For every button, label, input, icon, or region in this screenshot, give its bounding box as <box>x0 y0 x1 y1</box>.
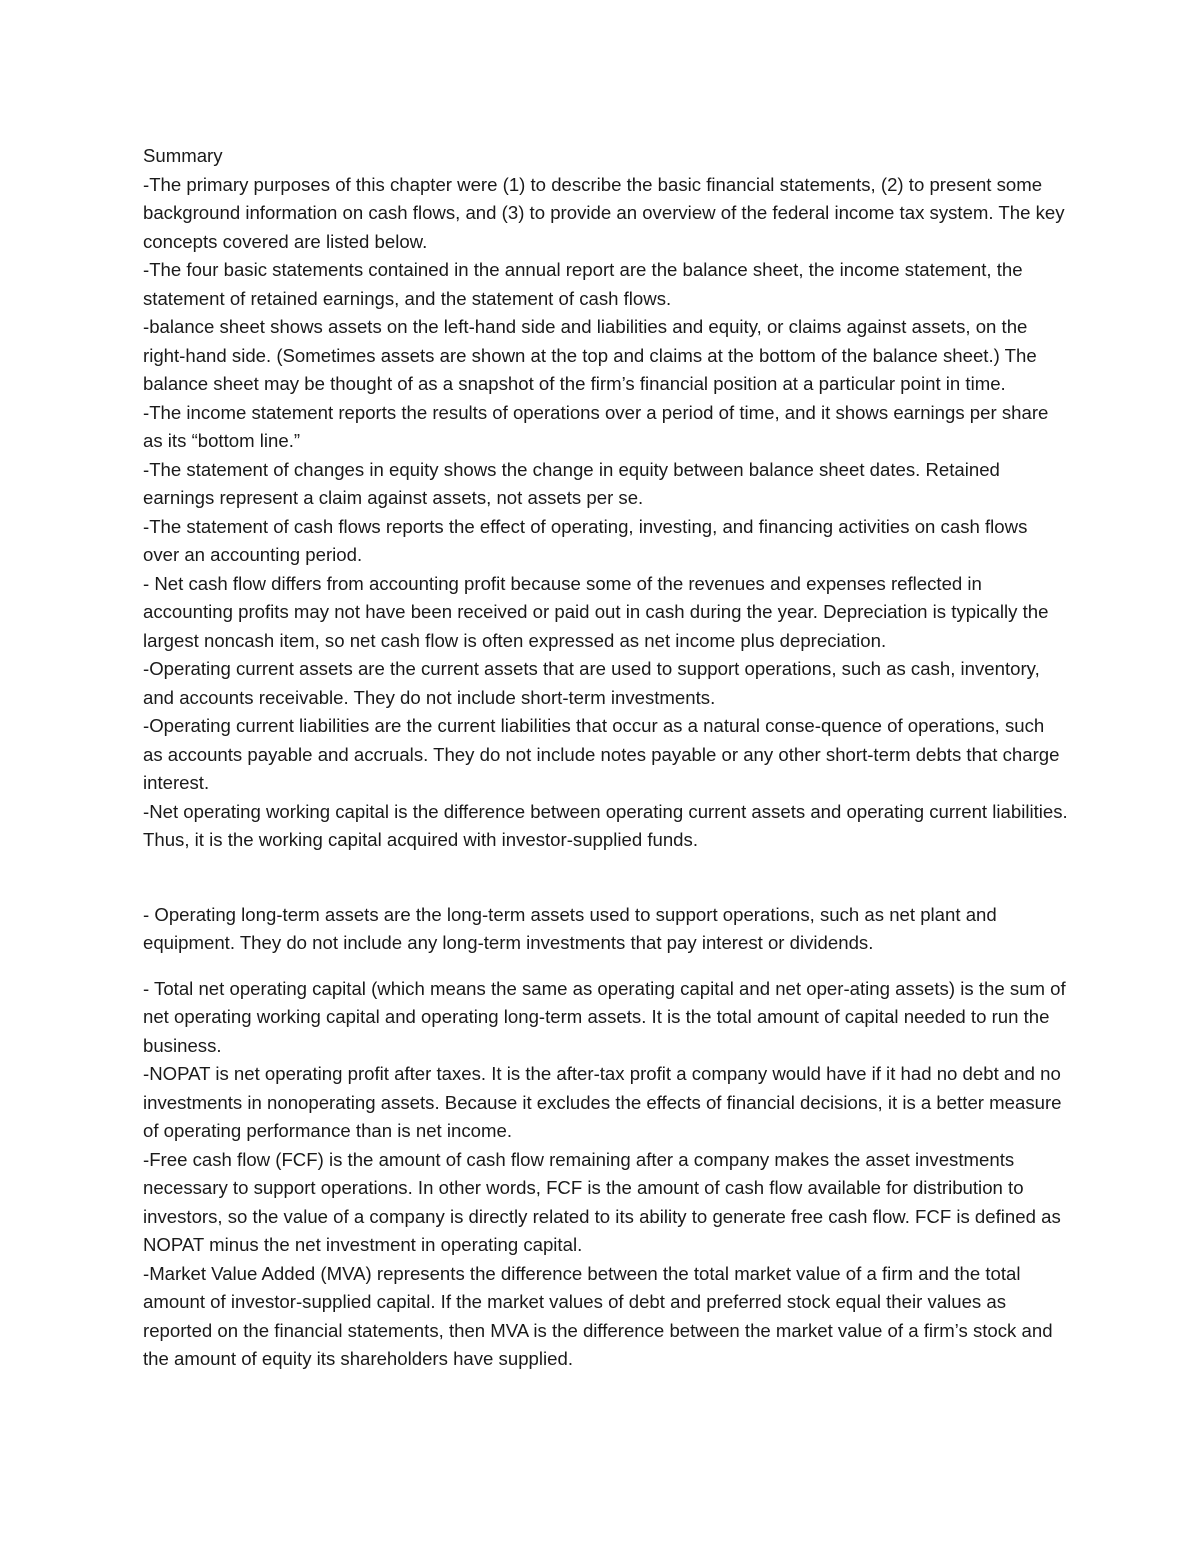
paragraph-market-value-added: -Market Value Added (MVA) represents the difference between the total market value of a firm and the total amount of investor-supplied capital. If the market values of debt and preferred stock equal their values as reported on the financial statements, then MVA is the difference between the market value of a firm’s stock and the amount of equity its shareholders have supplied. <box>143 1262 1053 1369</box>
paragraph-chapter-purpose: -The primary purposes of this chapter were (1) to describe the basic financial statements, (2) to present some background information on cash flows, and (3) to provide an overview of the federal income tax system. The key concepts covered are listed below. <box>143 173 1065 252</box>
paragraph-spacer <box>143 855 1068 901</box>
paragraph-income-statement: -The income statement reports the results of operations over a period of time, and it shows earnings per share as its “bottom line.” <box>143 401 1049 451</box>
paragraph-total-net-operating-capital: - Total net operating capital (which means the same as operating capital and net oper-ating assets) is the sum of net operating working capital and operating long-term assets. It is the total amount of capital needed to run the business. <box>143 977 1066 1056</box>
paragraph-spacer <box>143 958 1068 975</box>
paragraph-changes-in-equity: -The statement of changes in equity shows the change in equity between balance sheet dates. Retained earnings represent a claim against assets, not assets per se. <box>143 458 1000 508</box>
summary-heading: Summary <box>143 145 223 166</box>
paragraph-operating-long-term-assets: - Operating long-term assets are the long-term assets used to support operations, such as net plant and equipment. They do not include any long-term investments that pay interest or dividends. <box>143 903 997 953</box>
paragraph-nopat: -NOPAT is net operating profit after taxes. It is the after-tax profit a company would have if it had no debt and no investments in nonoperating assets. Because it excludes the effects of financial decisions, it is a better measure of operating performance than is net income. <box>143 1063 1062 1141</box>
paragraph-four-statements: -The four basic statements contained in the annual report are the balance sheet, the income statement, the statement of retained earnings, and the statement of cash flows. <box>143 259 1023 309</box>
paragraph-free-cash-flow: -Free cash flow (FCF) is the amount of cash flow remaining after a company makes the asset investments necessary to support operations. In other words, FCF is the amount of cash flow available for distribution to investors, so the value of a company is directly related to its ability to generate free cash flow. FCF is defined as NOPAT minus the net investment in operating capital. <box>143 1148 1061 1255</box>
paragraph-cash-flows-statement: -The statement of cash flows reports the effect of operating, investing, and financing activities on cash flows over an accounting period. <box>143 515 1028 565</box>
paragraph-operating-current-assets: -Operating current assets are the current assets that are used to support operations, such as cash, inventory, and accounts receivable. They do not include short-term investments. <box>143 658 1040 708</box>
document-body <box>143 142 1068 1374</box>
paragraph-operating-current-liabilities: -Operating current liabilities are the current liabilities that occur as a natural conse-quence of operations, such as accounts payable and accruals. They do not include notes payable or any other short-term debts that charge interest. <box>143 715 1060 793</box>
paragraph-net-cash-flow: - Net cash flow differs from accounting profit because some of the revenues and expenses reflected in accounting profits may not have been received or paid out in cash during the year. Depreciation is typically the largest noncash item, so net cash flow is often expressed as net income plus depreciation. <box>143 572 1049 651</box>
paragraph-net-operating-working-capital: -Net operating working capital is the difference between operating current assets and operating current liabilities. Thus, it is the working capital acquired with investor-supplied funds. <box>143 800 1068 850</box>
paragraph-balance-sheet: -balance sheet shows assets on the left-hand side and liabilities and equity, or claims against assets, on the right-hand side. (Sometimes assets are shown at the top and claims at the bottom of the balance sheet.) The balance sheet may be thought of as a snapshot of the firm’s financial position at a particular point in time. <box>143 316 1037 394</box>
